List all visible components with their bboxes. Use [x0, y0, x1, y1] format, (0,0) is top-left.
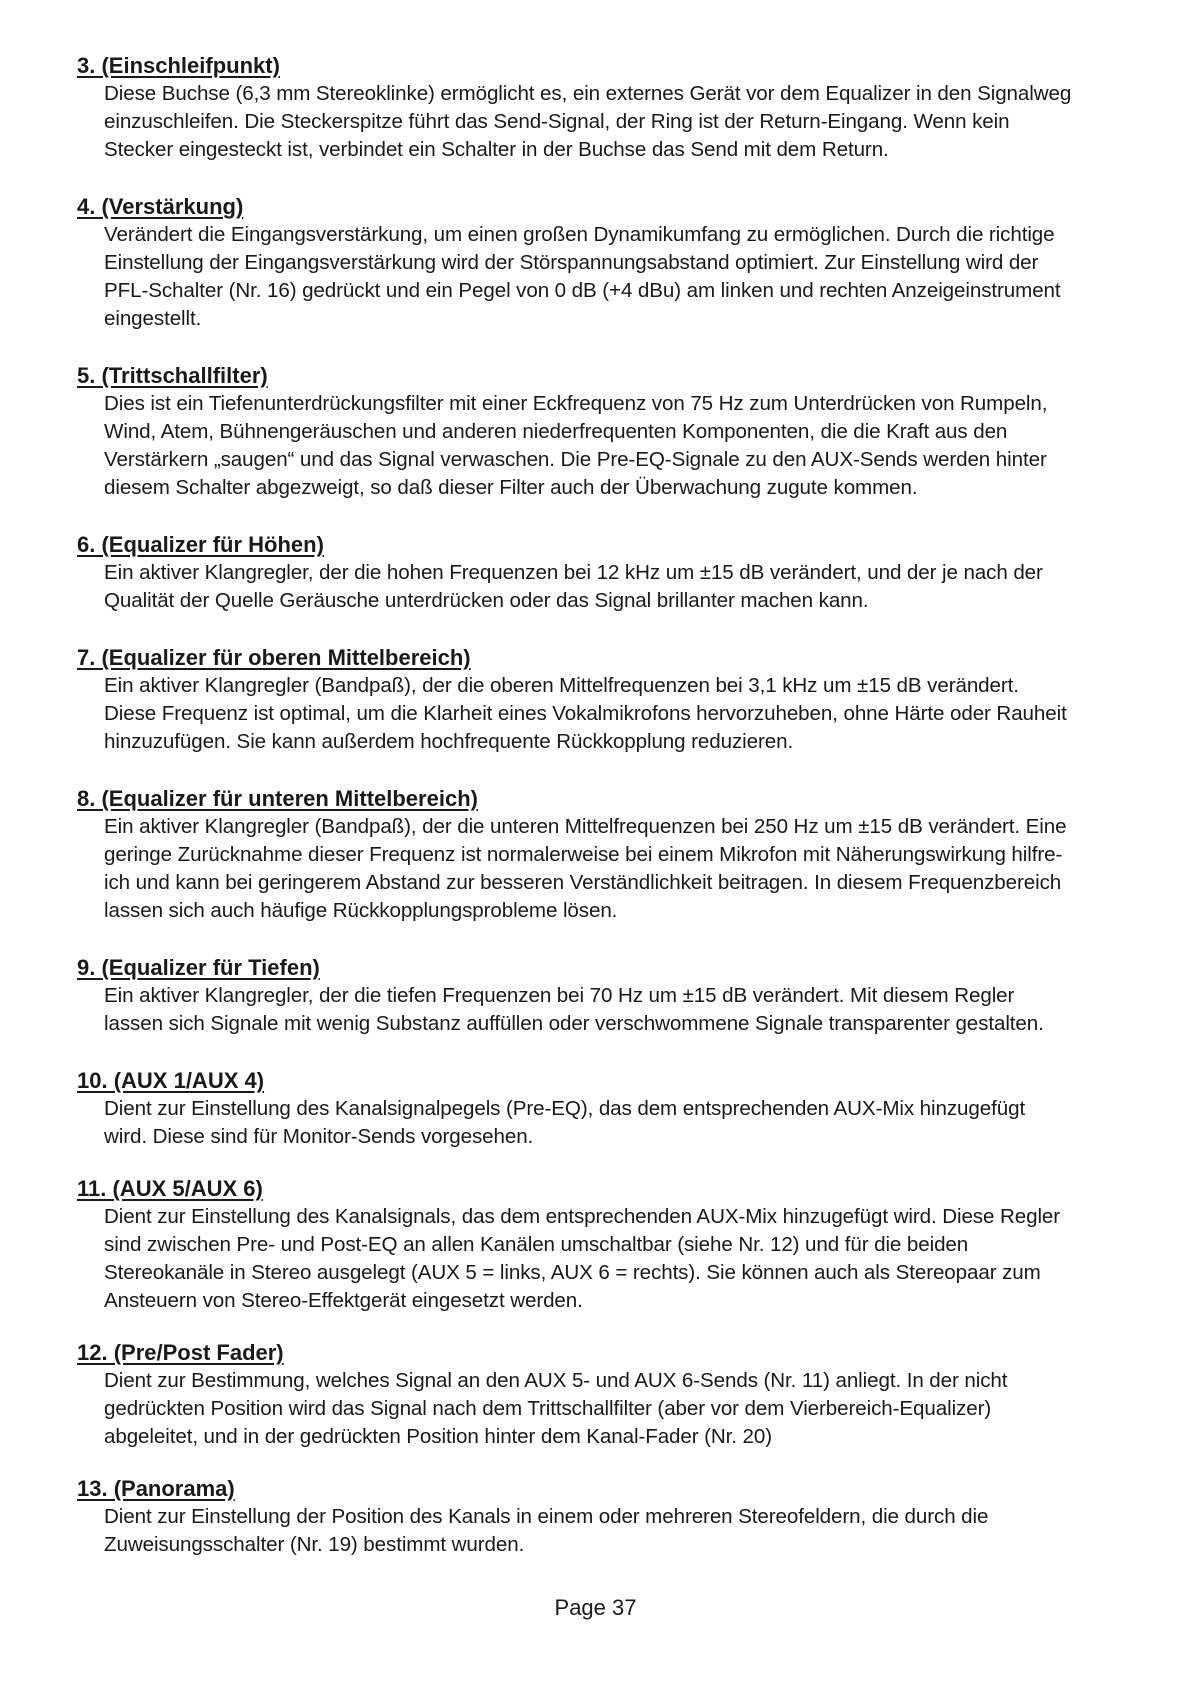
- section-body: [104, 813, 1157, 925]
- text-line: lassen sich Signale mit wenig Substanz auffüllen oder verschwommene Signale transparenter gestalten.: [104, 1012, 1044, 1035]
- section-panorama: [77, 1475, 1157, 1559]
- section-verstaerkung: [77, 193, 1157, 333]
- text-line: PFL-Schalter (Nr. 16) gedrückt und ein Pegel von 0 dB (+4 dBu) am linken und rechten Anzeigeinstrument: [104, 279, 1061, 302]
- text-line: sind zwischen Pre- und Post-EQ an allen Kanälen umschaltbar (siehe Nr. 12) und für die beiden: [104, 1233, 969, 1256]
- section-heading: 8. (Equalizer für unteren Mittelbereich): [77, 786, 478, 811]
- text-line: Dies ist ein Tiefenunterdrückungsfilter mit einer Eckfrequenz von 75 Hz zum Unterdrücken von Rumpeln,: [104, 392, 1048, 415]
- text-line: Ein aktiver Klangregler, der die tiefen Frequenzen bei 70 Hz um ±15 dB verändert. Mit diesem Regler: [104, 984, 1015, 1007]
- section-equalizer-tiefen: [77, 954, 1157, 1038]
- text-line: wird. Diese sind für Monitor-Sends vorgesehen.: [104, 1125, 534, 1148]
- text-line: Dient zur Einstellung der Position des Kanals in einem oder mehreren Stereofeldern, die durch die: [104, 1505, 989, 1528]
- section-heading: 5. (Trittschallfilter): [77, 363, 268, 388]
- text-line: eingestellt.: [104, 307, 202, 330]
- text-line: Diese Frequenz ist optimal, um die Klarheit eines Vokalmikrofons hervorzuheben, ohne Härte oder Rauheit: [104, 702, 1067, 725]
- text-line: Stereokanäle in Stereo ausgelegt (AUX 5 = links, AUX 6 = rechts). Sie können auch als Stereopaar zum: [104, 1261, 1041, 1284]
- text-line: ich und kann bei geringerem Abstand zur besseren Verständlichkeit beitragen. In diesem Frequenzbereich: [104, 871, 1062, 894]
- text-line: Ansteuern von Stereo-Effektgerät eingesetzt werden.: [104, 1289, 583, 1312]
- section-body: [104, 1503, 1157, 1559]
- text-line: Wind, Atem, Bühnengeräuschen und anderen niederfrequenten Komponenten, die die Kraft aus den: [104, 420, 1008, 443]
- section-body: [104, 672, 1157, 756]
- text-line: Ein aktiver Klangregler (Bandpaß), der die unteren Mittelfrequenzen bei 250 Hz um ±15 dB verändert. Eine: [104, 815, 1067, 838]
- section-body: [104, 390, 1157, 502]
- text-line: Qualität der Quelle Geräusche unterdrücken oder das Signal brillanter machen kann.: [104, 589, 869, 612]
- text-line: Einstellung der Eingangsverstärkung wird der Störspannungsabstand optimiert. Zur Einstellung wird der: [104, 251, 1039, 274]
- text-line: Dient zur Einstellung des Kanalsignalpegels (Pre-EQ), das dem entsprechenden AUX-Mix hinzugefügt: [104, 1097, 1026, 1120]
- section-trittschallfilter: [77, 362, 1157, 502]
- text-line: geringe Zurücknahme dieser Frequenz ist normalerweise bei einem Mikrofon mit Näherungswirkung hilfre-: [104, 843, 1063, 866]
- section-heading: 6. (Equalizer für Höhen): [77, 532, 324, 557]
- text-line: Diese Buchse (6,3 mm Stereoklinke) ermöglicht es, ein externes Gerät vor dem Equalizer in den Signalweg: [104, 82, 1072, 105]
- text-line: einzuschleifen. Die Steckerspitze führt das Send-Signal, der Ring ist der Return-Eingang. Wenn kein: [104, 110, 1010, 133]
- page-number: Page 37: [554, 1595, 637, 1620]
- section-heading: 11. (AUX 5/AUX 6): [77, 1176, 263, 1201]
- text-line: Verändert die Eingangsverstärkung, um einen großen Dynamikumfang zu ermöglichen. Durch die richtige: [104, 223, 1055, 246]
- text-line: Dient zur Einstellung des Kanalsignals, das dem entsprechenden AUX-Mix hinzugefügt wird. Diese Regler: [104, 1205, 1061, 1228]
- section-body: [104, 982, 1157, 1038]
- section-heading: 7. (Equalizer für oberen Mittelbereich): [77, 645, 471, 670]
- text-line: Dient zur Bestimmung, welches Signal an den AUX 5- und AUX 6-Sends (Nr. 11) anliegt. In der nicht: [104, 1369, 1008, 1392]
- text-line: Ein aktiver Klangregler (Bandpaß), der die oberen Mittelfrequenzen bei 3,1 kHz um ±15 dB verändert.: [104, 674, 1019, 697]
- section-pre-post-fader: [77, 1339, 1157, 1451]
- section-equalizer-unterer-mittelbereich: [77, 785, 1157, 925]
- text-line: gedrückten Position wird das Signal nach dem Trittschallfilter (aber vor dem Vierbereich-Equalizer): [104, 1397, 992, 1420]
- text-line: hinzuzufügen. Sie kann außerdem hochfrequente Rückkopplung reduzieren.: [104, 730, 794, 753]
- section-body: [104, 1203, 1157, 1315]
- text-line: Stecker eingesteckt ist, verbindet ein Schalter in der Buchse das Send mit dem Return.: [104, 138, 889, 161]
- section-heading: 3. (Einschleifpunkt): [77, 53, 280, 78]
- section-body: [104, 1095, 1157, 1151]
- section-body: [104, 1367, 1157, 1451]
- document-page: [77, 52, 1157, 1583]
- section-equalizer-oberer-mittelbereich: [77, 644, 1157, 756]
- section-heading: 9. (Equalizer für Tiefen): [77, 955, 320, 980]
- text-line: Verstärkern „saugen“ und das Signal verwaschen. Die Pre-EQ-Signale zu den AUX-Sends werden hinter: [104, 448, 1047, 471]
- section-einschleifpunkt: [77, 52, 1157, 164]
- section-body: [104, 221, 1157, 333]
- section-heading: 10. (AUX 1/AUX 4): [77, 1068, 265, 1093]
- section-aux-5-6: [77, 1175, 1157, 1315]
- section-aux-1-4: [77, 1067, 1157, 1151]
- text-line: lassen sich auch häufige Rückkopplungsprobleme lösen.: [104, 899, 618, 922]
- section-equalizer-hoehen: [77, 531, 1157, 615]
- text-line: Ein aktiver Klangregler, der die hohen Frequenzen bei 12 kHz um ±15 dB verändert, und der je nach der: [104, 561, 1043, 584]
- section-heading: 13. (Panorama): [77, 1476, 235, 1501]
- section-heading: 4. (Verstärkung): [77, 194, 244, 219]
- section-body: [104, 559, 1157, 615]
- section-body: [104, 80, 1157, 164]
- text-line: abgeleitet, und in der gedrückten Position hinter dem Kanal-Fader (Nr. 20): [104, 1425, 773, 1448]
- section-heading: 12. (Pre/Post Fader): [77, 1340, 284, 1365]
- text-line: Zuweisungsschalter (Nr. 19) bestimmt wurden.: [104, 1533, 525, 1556]
- text-line: diesem Schalter abgezweigt, so daß dieser Filter auch der Überwachung zugute kommen.: [104, 476, 918, 499]
